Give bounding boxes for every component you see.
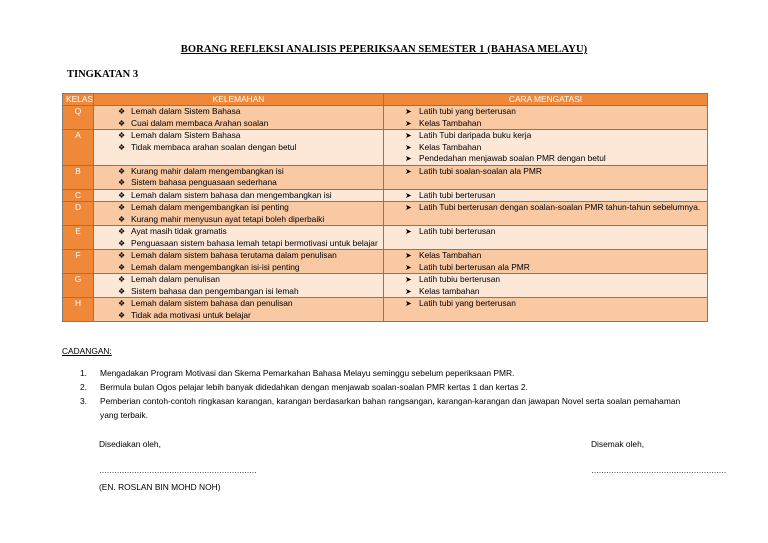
class-cell: C — [63, 189, 94, 202]
list-item — [94, 298, 383, 310]
header-cara-mengatasi: CARA MENGATASI — [384, 94, 708, 106]
item-text: Latih tubiu berterusan — [419, 274, 501, 284]
item-text: Kelas Tambahan — [419, 117, 482, 128]
list-item — [94, 286, 383, 298]
solution-cell — [384, 106, 708, 130]
arrowhead-bullet-icon: ➤ — [405, 118, 412, 128]
item-text: Kelas Tambahan — [419, 250, 482, 260]
arrowhead-bullet-icon: ➤ — [405, 190, 412, 200]
item-text: Penguasaan sistem bahasa lemah tetapi bermotivasi untuk belajar — [131, 237, 378, 248]
table-row — [63, 250, 708, 274]
solution-cell — [384, 189, 708, 202]
list-item — [94, 118, 383, 130]
list-item — [94, 274, 383, 286]
item-text: Lemah dalam mengembangkan isi penting — [131, 202, 289, 212]
table-row — [63, 165, 708, 189]
item-text: Kelas tambahan — [419, 285, 480, 296]
diamond-bullet-icon: ❖ — [118, 251, 126, 260]
list-item — [384, 153, 707, 165]
weakness-cell — [94, 274, 384, 298]
class-cell: D — [63, 202, 94, 226]
header-kelas: KELAS — [63, 94, 94, 106]
checked-by-label: Disemak oleh, — [591, 439, 645, 449]
list-item — [94, 226, 383, 238]
diamond-bullet-icon: ❖ — [118, 178, 126, 187]
list-item — [384, 106, 707, 118]
table-row — [63, 189, 708, 202]
suggestion-number: 1. — [80, 368, 87, 378]
table-row — [63, 130, 708, 166]
item-text: Latih tubi yang berterusan — [419, 298, 516, 308]
weakness-cell — [94, 298, 384, 322]
diamond-bullet-icon: ❖ — [118, 142, 126, 152]
arrowhead-bullet-icon: ➤ — [405, 286, 412, 296]
item-text: Latih tubi yang berterusan — [419, 106, 516, 116]
item-text: Tidak membaca arahan soalan dengan betul — [131, 141, 297, 152]
diamond-bullet-icon: ❖ — [118, 262, 126, 272]
list-item — [384, 142, 707, 154]
diamond-bullet-icon: ❖ — [118, 214, 126, 224]
arrowhead-bullet-icon: ➤ — [405, 142, 412, 152]
arrowhead-bullet-icon: ➤ — [405, 251, 412, 260]
class-cell: B — [63, 165, 94, 189]
weakness-cell — [94, 165, 384, 189]
list-item — [384, 202, 707, 214]
diamond-bullet-icon: ❖ — [118, 166, 126, 176]
list-item — [94, 214, 383, 226]
arrowhead-bullet-icon: ➤ — [405, 227, 412, 236]
table-row — [63, 202, 708, 226]
prepared-signature-line: ……………………………………………………… — [99, 466, 257, 475]
arrowhead-bullet-icon: ➤ — [405, 262, 412, 272]
class-cell: Q — [63, 106, 94, 130]
table-header-row — [63, 94, 708, 106]
class-cell: G — [63, 274, 94, 298]
cadangan-label: CADANGAN: — [62, 346, 112, 356]
solution-cell — [384, 250, 708, 274]
list-item — [94, 177, 383, 189]
header-kelemahan: KELEMAHAN — [94, 94, 384, 106]
suggestion-item — [80, 394, 690, 422]
class-cell: A — [63, 130, 94, 166]
form-level-heading: TINGKATAN 3 — [67, 69, 139, 80]
list-item — [384, 166, 707, 178]
solution-cell — [384, 130, 708, 166]
checked-signature-line: ……………………………………………… — [591, 466, 726, 475]
list-item — [94, 250, 383, 262]
diamond-bullet-icon: ❖ — [118, 190, 126, 200]
weakness-cell — [94, 189, 384, 202]
item-text: Latih tubi berterusan — [419, 189, 496, 200]
list-item — [384, 130, 707, 142]
solution-cell — [384, 165, 708, 189]
list-item — [94, 262, 383, 274]
item-text: Latih tubi berterusan ala PMR — [419, 261, 530, 272]
list-item — [384, 274, 707, 286]
diamond-bullet-icon: ❖ — [118, 286, 126, 296]
item-text: Latih Tubi daripada buku kerja — [419, 130, 532, 140]
list-item — [384, 118, 707, 130]
weakness-cell — [94, 202, 384, 226]
class-cell: F — [63, 250, 94, 274]
suggestion-item — [80, 380, 690, 394]
arrowhead-bullet-icon: ➤ — [405, 107, 412, 116]
solution-cell — [384, 274, 708, 298]
item-text: Lemah dalam Sistem Bahasa — [131, 106, 241, 116]
suggestion-text: Mengadakan Program Motivasi dan Skema Pemarkahan Bahasa Melayu seminggu sebelum peperiksaan PMR. — [100, 368, 515, 378]
arrowhead-bullet-icon: ➤ — [405, 166, 412, 176]
list-item — [94, 106, 383, 118]
prepared-by-label: Disediakan oleh, — [99, 439, 161, 449]
table-row — [63, 298, 708, 322]
diamond-bullet-icon: ❖ — [118, 203, 126, 212]
diamond-bullet-icon: ❖ — [118, 299, 126, 308]
item-text: Lemah dalam sistem bahasa dan mengembangkan isi — [131, 189, 332, 200]
suggestion-number: 2. — [80, 382, 87, 392]
item-text: Latih tubi berterusan — [419, 226, 496, 236]
item-text: Kurang mahir menyusun ayat tetapi boleh diperbaiki — [131, 213, 325, 224]
list-item — [94, 142, 383, 154]
list-item — [384, 226, 707, 238]
solution-cell — [384, 298, 708, 322]
item-text: Lemah dalam sistem bahasa dan penulisan — [131, 298, 293, 308]
item-text: Pendedahan menjawab soalan PMR dengan betul — [419, 153, 606, 163]
weakness-cell — [94, 106, 384, 130]
list-item — [94, 238, 383, 250]
item-text: Lemah dalam sistem bahasa terutama dalam penulisan — [131, 250, 337, 260]
list-item — [94, 310, 383, 322]
item-text: Cuai dalam membaca Arahan soalan — [131, 117, 269, 128]
item-text: Kurang mahir dalam mengembangkan isi — [131, 165, 284, 176]
item-text: Kelas Tambahan — [419, 141, 482, 152]
list-item — [94, 202, 383, 214]
diamond-bullet-icon: ❖ — [118, 131, 126, 140]
arrowhead-bullet-icon: ➤ — [405, 131, 412, 140]
arrowhead-bullet-icon: ➤ — [405, 203, 412, 212]
diamond-bullet-icon: ❖ — [118, 310, 126, 320]
list-item — [384, 190, 707, 202]
suggestion-number: 3. — [80, 396, 87, 406]
diamond-bullet-icon: ❖ — [118, 107, 126, 116]
item-text: Sistem bahasa penguasaan sederhana — [131, 177, 277, 187]
table-row — [63, 226, 708, 250]
table-row — [63, 106, 708, 130]
list-item — [384, 298, 707, 310]
arrowhead-bullet-icon: ➤ — [405, 154, 412, 163]
document-title: BORANG REFLEKSI ANALISIS PEPERIKSAAN SEMESTER 1 (BAHASA MELAYU) — [180, 44, 588, 55]
item-text: Lemah dalam Sistem Bahasa — [131, 130, 241, 140]
diamond-bullet-icon: ❖ — [118, 275, 126, 284]
item-text: Sistem bahasa dan pengembangan isi lemah — [131, 285, 299, 296]
item-text: Lemah dalam mengembangkan isi-isi penting — [131, 261, 300, 272]
item-text: Tidak ada motivasi untuk belajar — [131, 309, 251, 320]
list-item — [94, 166, 383, 178]
item-text: Ayat masih tidak gramatis — [131, 226, 227, 236]
table-row — [63, 274, 708, 298]
suggestion-text: Pemberian contoh-contoh ringkasan karangan, karangan berdasarkan bahan rangsangan, karangan-karangan dan jawapan Novel serta soalan pemahaman yang terbaik. — [100, 396, 681, 420]
class-cell: E — [63, 226, 94, 250]
suggestion-item — [80, 366, 690, 380]
list-item — [94, 130, 383, 142]
weakness-cell — [94, 130, 384, 166]
list-item — [384, 250, 707, 262]
list-item — [384, 286, 707, 298]
solution-cell — [384, 202, 708, 226]
analysis-table — [62, 93, 708, 322]
arrowhead-bullet-icon: ➤ — [405, 299, 412, 308]
diamond-bullet-icon: ❖ — [118, 118, 126, 128]
prepared-by-name: (EN. ROSLAN BIN MOHD NOH) — [99, 482, 221, 492]
list-item — [384, 262, 707, 274]
weakness-cell — [94, 250, 384, 274]
diamond-bullet-icon: ❖ — [118, 238, 126, 248]
weakness-cell — [94, 226, 384, 250]
suggestion-list — [80, 366, 690, 422]
class-cell: H — [63, 298, 94, 322]
arrowhead-bullet-icon: ➤ — [405, 275, 412, 284]
diamond-bullet-icon: ❖ — [118, 227, 126, 236]
list-item — [94, 190, 383, 202]
item-text: Latih tubi soalan-soalan ala PMR — [419, 165, 542, 176]
suggestion-text: Bermula bulan Ogos pelajar lebih banyak didedahkan dengan menjawab soalan-soalan PMR kertas 1 dan kertas 2. — [100, 382, 528, 392]
solution-cell — [384, 226, 708, 250]
item-text: Lemah dalam penulisan — [131, 274, 220, 284]
item-text: Latih Tubi berterusan dengan soalan-soalan PMR tahun-tahun sebelumnya. — [419, 202, 701, 212]
